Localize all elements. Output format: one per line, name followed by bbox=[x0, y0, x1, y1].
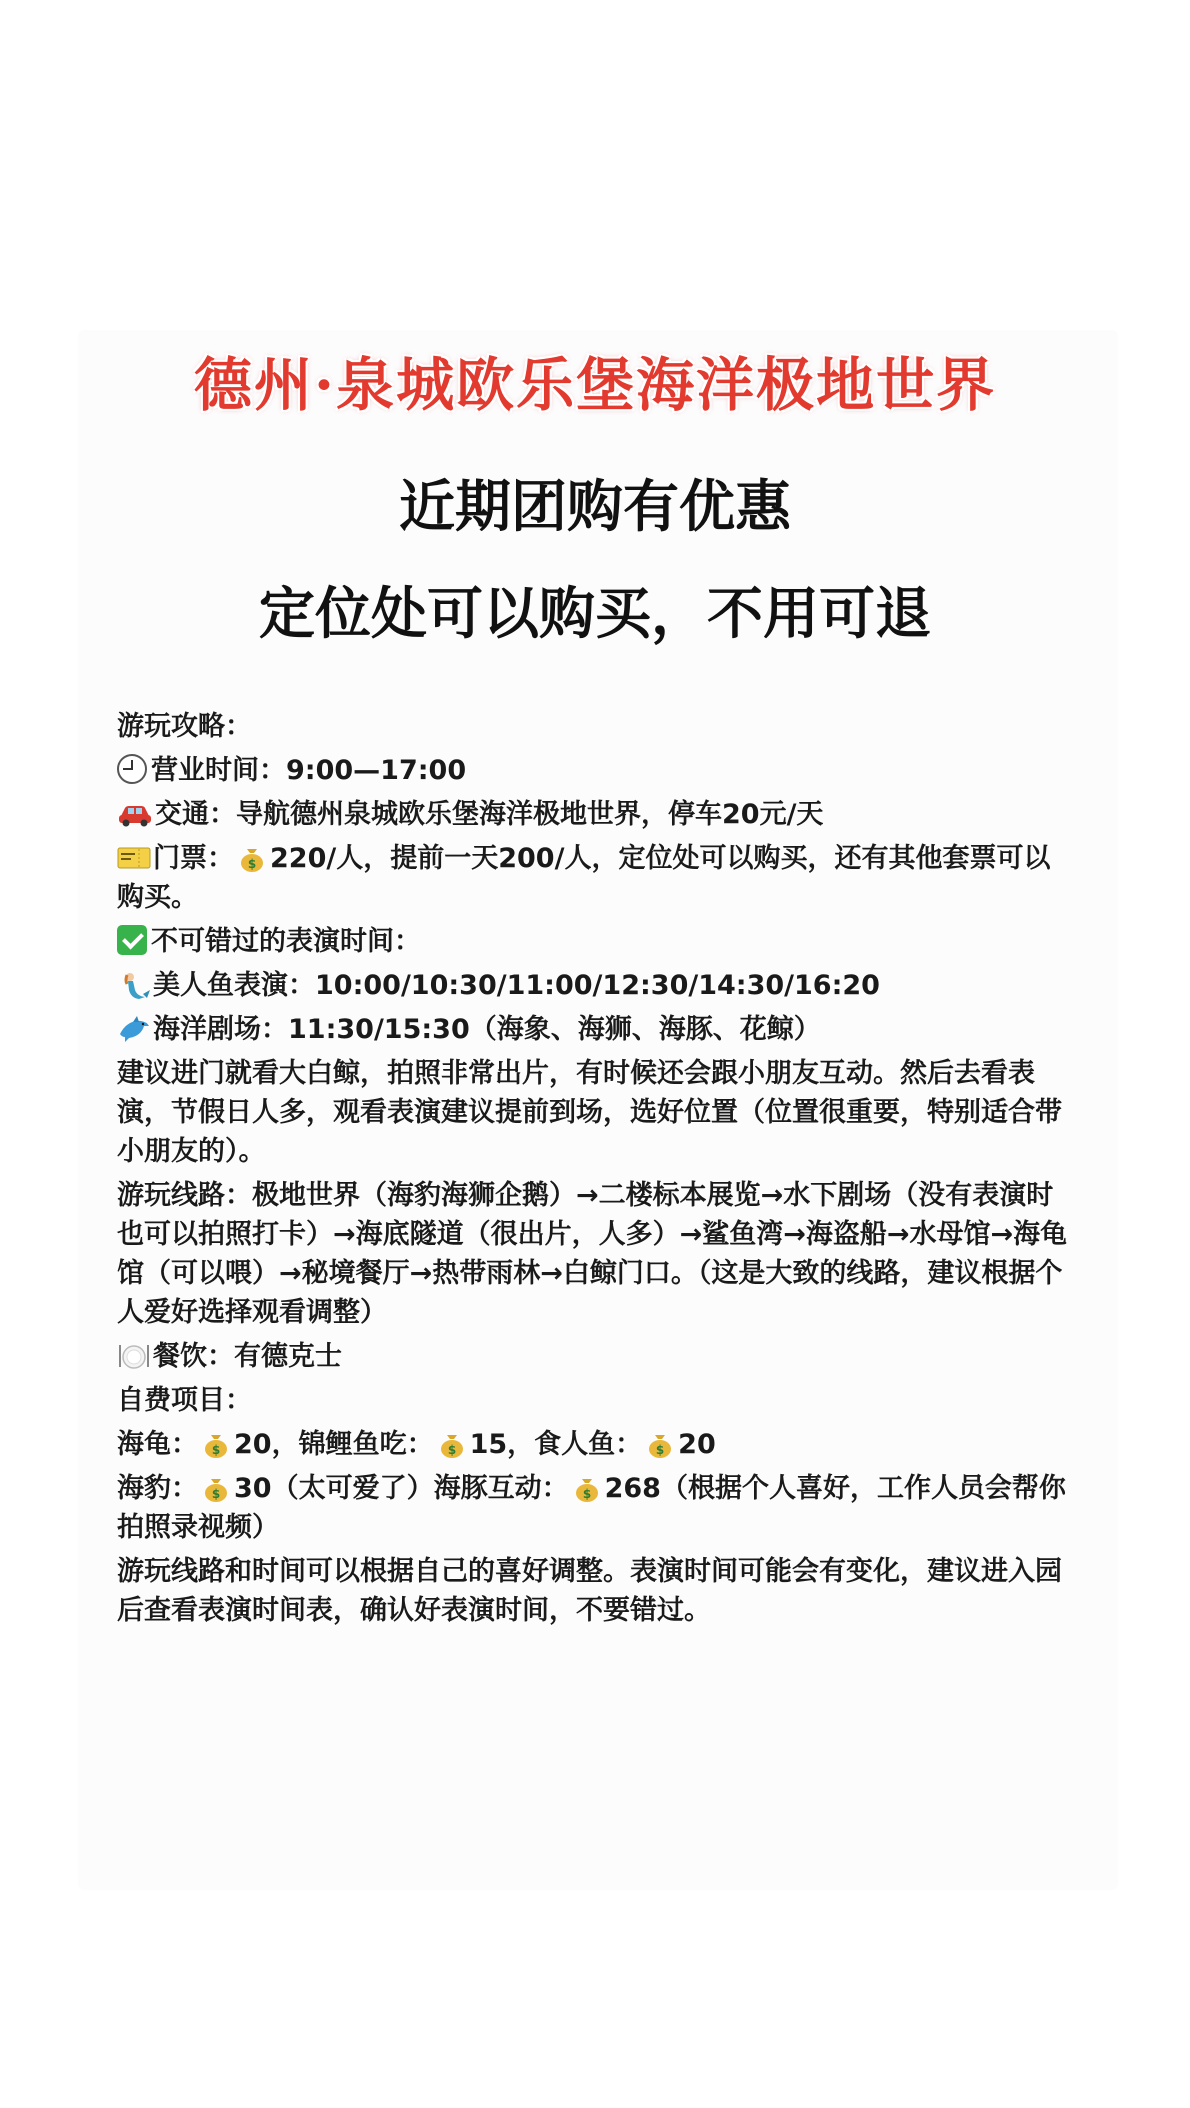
hours-text: 营业时间：9:00—17:00 bbox=[151, 755, 467, 786]
svg-text:$: $ bbox=[247, 857, 257, 871]
paid-dolphin-price: 268（根据个人喜好，工作人员会帮你拍照录视频） bbox=[117, 1473, 1066, 1543]
paid-seal-price: 30（太可爱了）海豚互动： bbox=[234, 1473, 569, 1504]
money-bag-icon bbox=[238, 843, 266, 873]
money-bag-icon bbox=[202, 1429, 230, 1459]
svg-text:$: $ bbox=[582, 1487, 591, 1501]
plate-icon bbox=[117, 1341, 151, 1371]
paid-seal-label: 海豹： bbox=[117, 1473, 198, 1504]
paid-turtle-label: 海龟： bbox=[117, 1429, 198, 1460]
ticket-icon bbox=[117, 845, 151, 871]
car-icon bbox=[117, 800, 153, 828]
transport-text: 交通：导航德州泉城欧乐堡海洋极地世界，停车20元/天 bbox=[155, 799, 824, 830]
paid-items-line-1 bbox=[117, 1425, 1077, 1464]
dolphin-icon bbox=[117, 1014, 151, 1044]
dining-text: 餐饮：有德克士 bbox=[153, 1341, 342, 1372]
paid-items-line-2 bbox=[117, 1469, 1077, 1547]
svg-text:$: $ bbox=[447, 1443, 456, 1457]
svg-text:$: $ bbox=[211, 1487, 221, 1501]
svg-text:$: $ bbox=[655, 1443, 665, 1457]
guide-content bbox=[117, 707, 1077, 1635]
money-bag-icon bbox=[646, 1429, 674, 1459]
money-bag-icon bbox=[438, 1429, 466, 1459]
shows-title: 不可错过的表演时间： bbox=[151, 926, 421, 957]
ocean-theater-text: 海洋剧场：11:30/15:30（海象、海狮、海豚、花鲸） bbox=[153, 1014, 821, 1045]
headline-group-buy: 近期团购有优惠 bbox=[399, 475, 791, 540]
svg-text:$: $ bbox=[211, 1443, 221, 1457]
shows-title-line bbox=[117, 922, 1077, 961]
main-title: 德州·泉城欧乐堡海洋极地世界 bbox=[193, 351, 997, 419]
money-bag-icon bbox=[202, 1473, 230, 1503]
mermaid-icon bbox=[117, 970, 151, 1000]
paid-piranha-price: 20 bbox=[678, 1429, 716, 1460]
ticket-prefix: 门票： bbox=[153, 843, 234, 874]
dining-line bbox=[117, 1337, 1077, 1376]
hours-line bbox=[117, 751, 1077, 790]
ocean-theater-line bbox=[117, 1010, 1077, 1049]
advice-paragraph: 建议进门就看大白鲸，拍照非常出片，有时候还会跟小朋友互动。然后去看表演，节假日人多，观看表演建议提前到场，选好位置（位置很重要，特别适合带小朋友的）。 bbox=[117, 1058, 1062, 1167]
clock-icon bbox=[117, 754, 147, 784]
closing-paragraph: 游玩线路和时间可以根据自己的喜好调整。表演时间可能会有变化，建议进入园后查看表演时间表，确认好表演时间，不要错过。 bbox=[117, 1556, 1062, 1626]
route-paragraph: 游玩线路：极地世界（海豹海狮企鹅）→二楼标本展览→水下剧场（没有表演时也可以拍照打卡）→海底隧道（很出片，人多）→鲨鱼湾→海盗船→水母馆→海龟馆（可以喂）→秘境餐厅→热带雨林→白鲸门口。（这是大致的线路，建议根据个人爱好选择观看调整） bbox=[117, 1180, 1068, 1328]
check-mark-icon bbox=[117, 925, 147, 955]
ticket-text: 220/人，提前一天200/人，定位处可以购买，还有其他套票可以购买。 bbox=[117, 843, 1051, 913]
ticket-line bbox=[117, 839, 1077, 917]
headline-purchase-refund: 定位处可以购买，不用可退 bbox=[259, 582, 931, 647]
guide-section-title: 游玩攻略： bbox=[117, 711, 252, 742]
mermaid-show-line bbox=[117, 966, 1077, 1005]
paid-title: 自费项目： bbox=[117, 1385, 252, 1416]
paid-turtle-price: 20，锦鲤鱼吃： bbox=[234, 1429, 434, 1460]
money-bag-icon bbox=[573, 1473, 601, 1503]
transport-line bbox=[117, 795, 1077, 834]
mermaid-show-text: 美人鱼表演：10:00/10:30/11:00/12:30/14:30/16:20 bbox=[153, 970, 880, 1001]
paid-koi-price: 15，食人鱼： bbox=[469, 1429, 643, 1460]
